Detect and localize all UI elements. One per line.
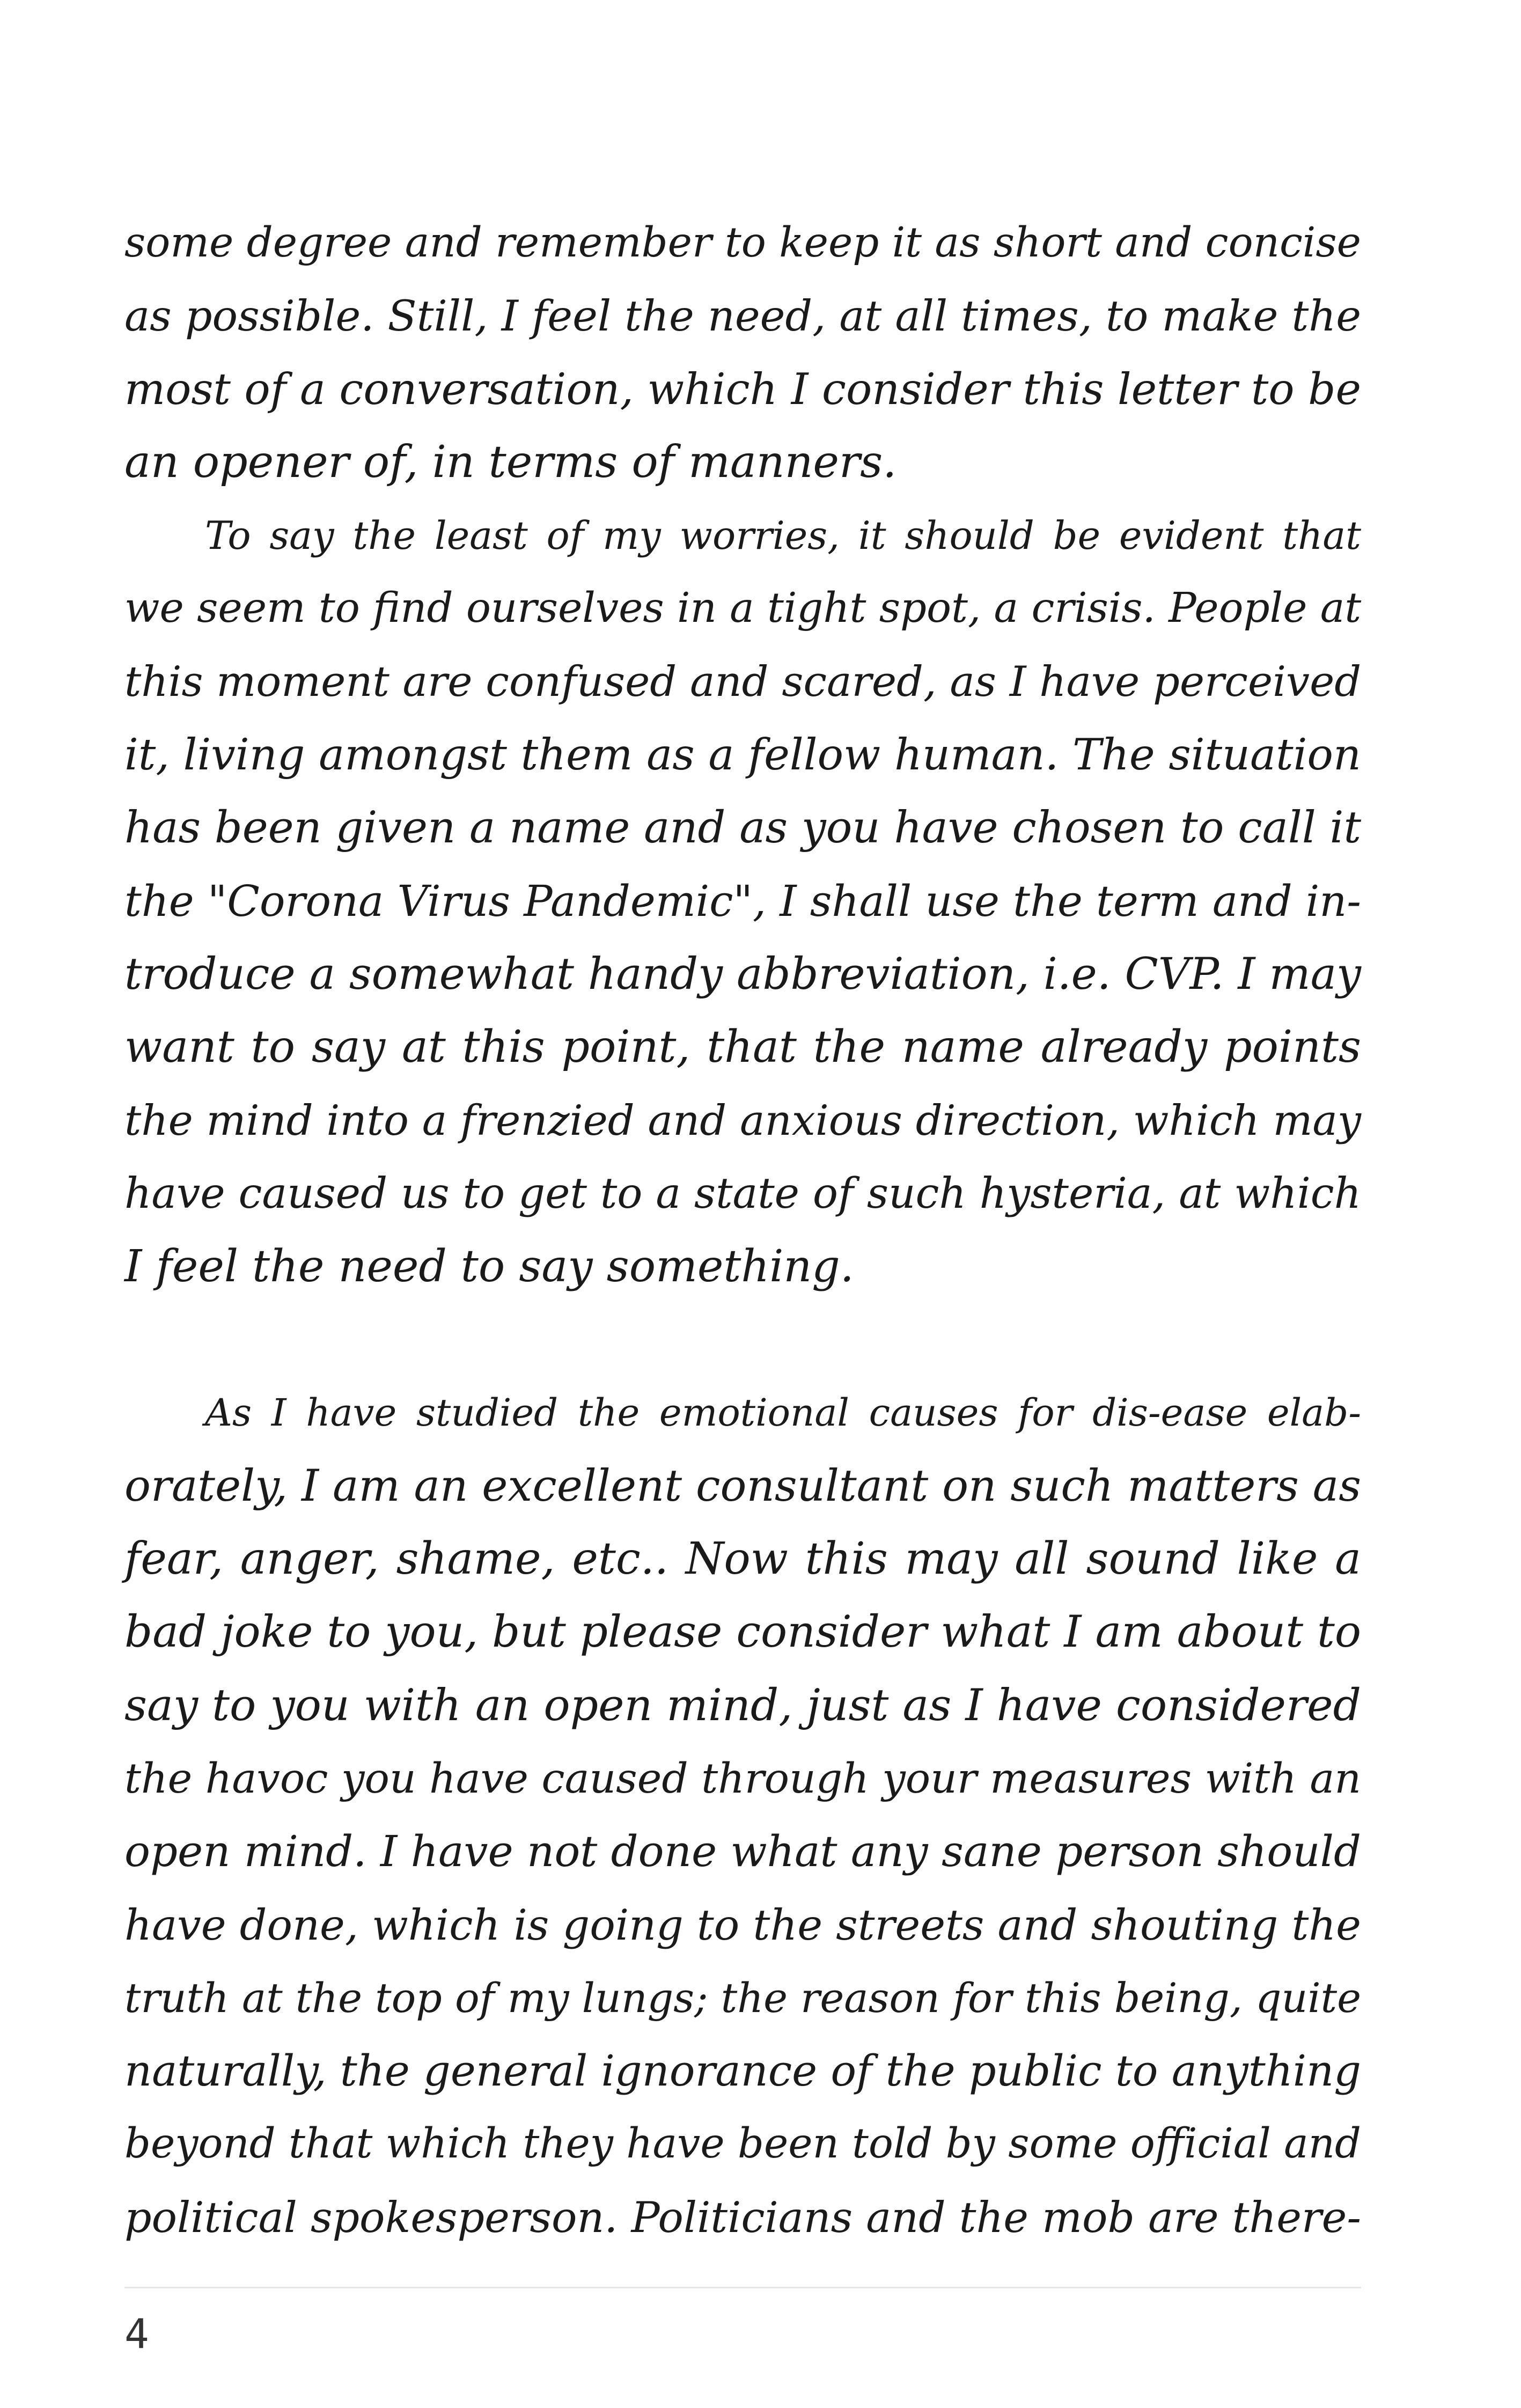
text-line: the mind into a frenzied and anxious direction, which may	[124, 1096, 1361, 1145]
text-line: open mind. I have not done what any sane person should	[124, 1826, 1361, 1877]
text-line: say to you with an open mind, just as I have considered	[124, 1679, 1361, 1731]
paragraph-1	[124, 207, 1361, 499]
text-line: some degree and remember to keep it as short and concise	[124, 219, 1361, 267]
text-line: this moment are confused and scared, as I have perceived	[124, 657, 1362, 706]
text-line: beyond that which they have been told by some official and	[124, 2120, 1361, 2168]
text-line: an opener of, in terms of manners.	[124, 436, 897, 488]
text-line: troduce a somewhat handy abbreviation, i.e. CVP. I may	[124, 949, 1361, 1000]
paragraph-3	[124, 1376, 1361, 2254]
text-line: has been given a name and as you have chosen to call it	[124, 803, 1361, 854]
text-line: political spokesperson. Politicians and the mob are there-	[124, 2192, 1361, 2242]
text-line: we seem to find ourselves in a tight spot, a crisis. People at	[124, 584, 1362, 633]
text-line: it, living amongst them as a fellow human. The situation	[124, 730, 1361, 781]
text-line: orately, I am an excellent consultant on such matters as	[124, 1460, 1361, 1511]
text-line: As I have studied the emotional causes for dis-ease elab-	[205, 1391, 1361, 1435]
text-line: bad joke to you, but please consider what I am about to	[124, 1606, 1361, 1658]
body-text	[124, 207, 1361, 2254]
text-line: the "Corona Virus Pandemic", I shall use the term and in-	[124, 876, 1361, 926]
text-line: To say the least of my worries, it should be evident that	[205, 513, 1361, 559]
paragraph-2	[124, 499, 1361, 1303]
text-line: want to say at this point, that the name already points	[124, 1022, 1361, 1073]
text-line: the havoc you have caused through your measures with an	[124, 1754, 1361, 1803]
text-line: have done, which is going to the streets and shouting the	[124, 1900, 1361, 1950]
text-line: fear, anger, shame, etc.. Now this may all sound like a	[124, 1533, 1361, 1585]
text-line: have caused us to get to a state of such hysteria, at which	[124, 1169, 1361, 1218]
text-line: naturally, the general ignorance of the public to anything	[124, 2046, 1361, 2096]
page-number: 4	[124, 2310, 149, 2358]
text-line: I feel the need to say something.	[124, 1241, 854, 1293]
text-line: most of a conversation, which I consider this letter to be	[124, 364, 1361, 414]
text-line: as possible. Still, I feel the need, at all times, to make the	[124, 291, 1362, 341]
footer-divider	[124, 2287, 1361, 2288]
text-line: truth at the top of my lungs; the reason for this being, quite	[124, 1974, 1361, 2022]
